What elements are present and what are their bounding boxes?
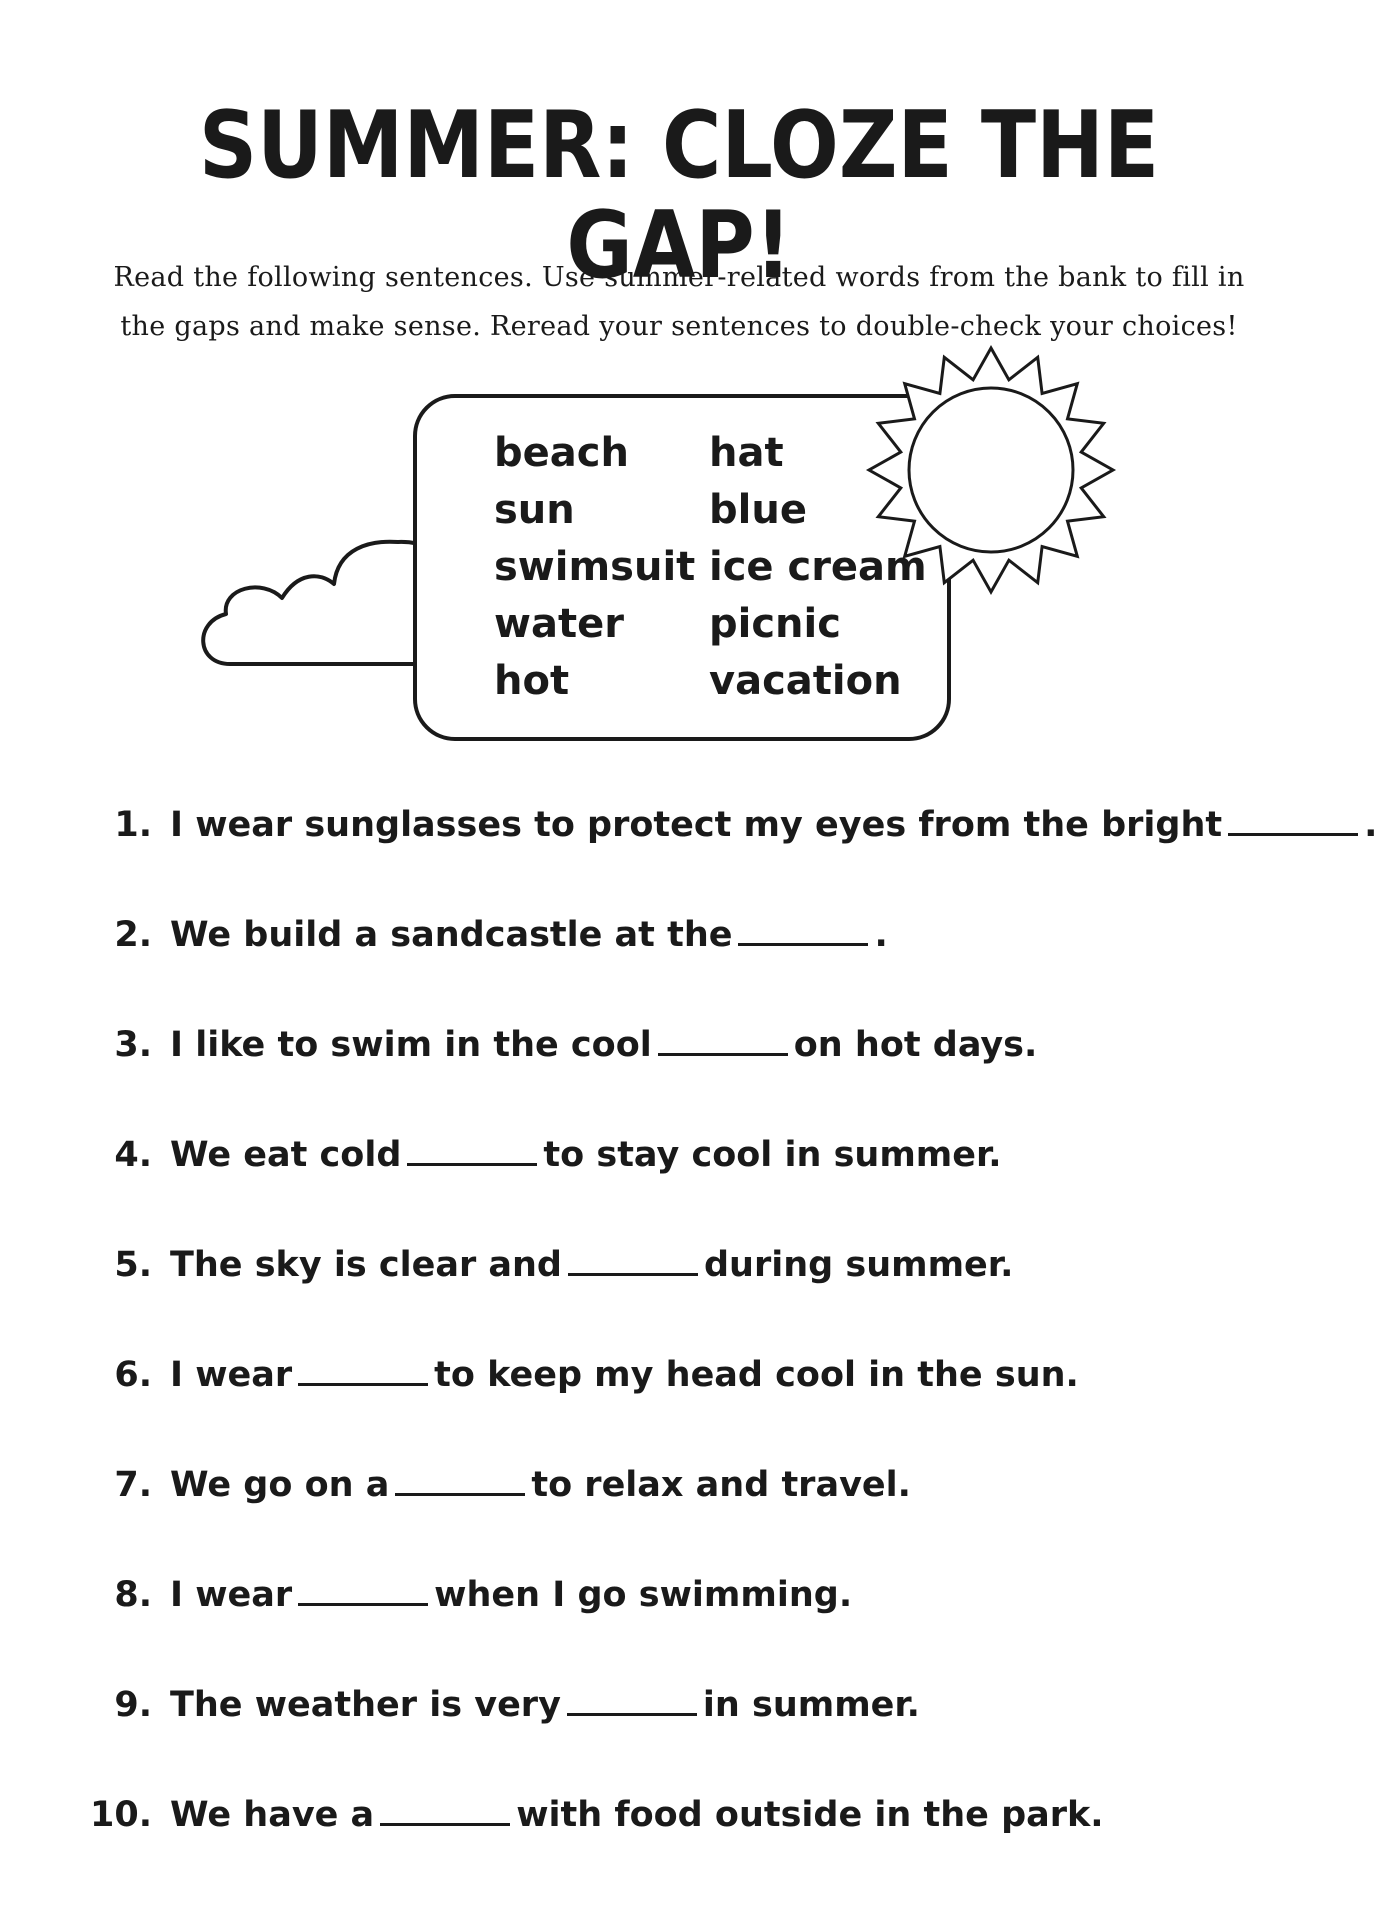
- page-title: SUMMER: CLOZE THE GAP!: [198, 91, 1160, 299]
- word-bank-word: swimsuit: [494, 544, 696, 590]
- answer-blank[interactable]: [380, 1795, 510, 1826]
- question-number: 3.: [114, 1025, 152, 1065]
- answer-blank[interactable]: [407, 1135, 537, 1166]
- question-number: 1.: [114, 805, 152, 845]
- word-bank-word: beach: [494, 430, 629, 476]
- word-bank-word: ice cream: [709, 544, 927, 590]
- question-list: [70, 795, 1377, 1895]
- answer-blank[interactable]: [1228, 805, 1358, 836]
- question-text-after: when I go swimming.: [434, 1575, 853, 1615]
- question-text-after: .: [874, 915, 888, 955]
- word-bank-word: hat: [709, 430, 784, 476]
- word-bank-word: hot: [494, 658, 570, 704]
- question-item: [70, 1455, 1377, 1565]
- instructions-line-1: Read the following sentences. Use summer-related words from the bank to fill in: [113, 262, 1245, 293]
- question-text-after: on hot days.: [793, 1025, 1038, 1065]
- question-item: [70, 1675, 1377, 1785]
- word-bank-word: water: [494, 601, 624, 647]
- question-text-after: .: [1364, 805, 1377, 845]
- word-bank-word: vacation: [709, 658, 902, 704]
- question-text-before: We go on a: [170, 1465, 390, 1505]
- answer-blank[interactable]: [658, 1025, 788, 1056]
- question-text-after: during summer.: [703, 1245, 1014, 1285]
- question-text-before: I wear sunglasses to protect my eyes from the bright: [170, 805, 1223, 845]
- question-number: 10.: [89, 1795, 152, 1835]
- question-item: [70, 1785, 1377, 1895]
- question-text-after: with food outside in the park.: [516, 1795, 1104, 1835]
- word-bank-word: blue: [709, 487, 807, 533]
- answer-blank[interactable]: [567, 1685, 697, 1716]
- question-text-before: We build a sandcastle at the: [170, 915, 733, 955]
- question-item: [70, 1015, 1377, 1125]
- question-number: 5.: [114, 1245, 152, 1285]
- question-text-before: We have a: [170, 1795, 375, 1835]
- instructions-line-2: the gaps and make sense. Reread your sentences to double-check your choices!: [120, 311, 1238, 342]
- question-text-before: We eat cold: [170, 1135, 402, 1175]
- question-item: [70, 1125, 1377, 1235]
- question-number: 6.: [114, 1355, 152, 1395]
- answer-blank[interactable]: [298, 1575, 428, 1606]
- question-number: 4.: [114, 1135, 152, 1175]
- question-item: [70, 1565, 1377, 1675]
- question-item: [70, 795, 1377, 905]
- word-bank-left-column: [494, 425, 695, 710]
- answer-blank[interactable]: [298, 1355, 428, 1386]
- question-text-before: The sky is clear and: [170, 1245, 562, 1285]
- question-number: 8.: [114, 1575, 152, 1615]
- answer-blank[interactable]: [395, 1465, 525, 1496]
- question-item: [70, 905, 1377, 1015]
- question-number: 2.: [114, 915, 152, 955]
- answer-blank[interactable]: [738, 915, 868, 946]
- question-number: 7.: [114, 1465, 152, 1505]
- question-text-after: in summer.: [702, 1685, 920, 1725]
- question-number: 9.: [114, 1685, 152, 1725]
- word-bank-word: sun: [494, 487, 575, 533]
- answer-blank[interactable]: [568, 1245, 698, 1276]
- question-text-after: to stay cool in summer.: [543, 1135, 1002, 1175]
- question-item: [70, 1345, 1377, 1455]
- question-text-before: I wear: [170, 1355, 293, 1395]
- word-bank-right-column: [709, 425, 927, 710]
- question-text-after: to keep my head cool in the sun.: [434, 1355, 1079, 1395]
- question-item: [70, 1235, 1377, 1345]
- question-text-before: The weather is very: [170, 1685, 561, 1725]
- question-text-after: to relax and travel.: [531, 1465, 911, 1505]
- word-bank-word: picnic: [709, 601, 841, 647]
- question-text-before: I wear: [170, 1575, 293, 1615]
- question-text-before: I like to swim in the cool: [170, 1025, 652, 1065]
